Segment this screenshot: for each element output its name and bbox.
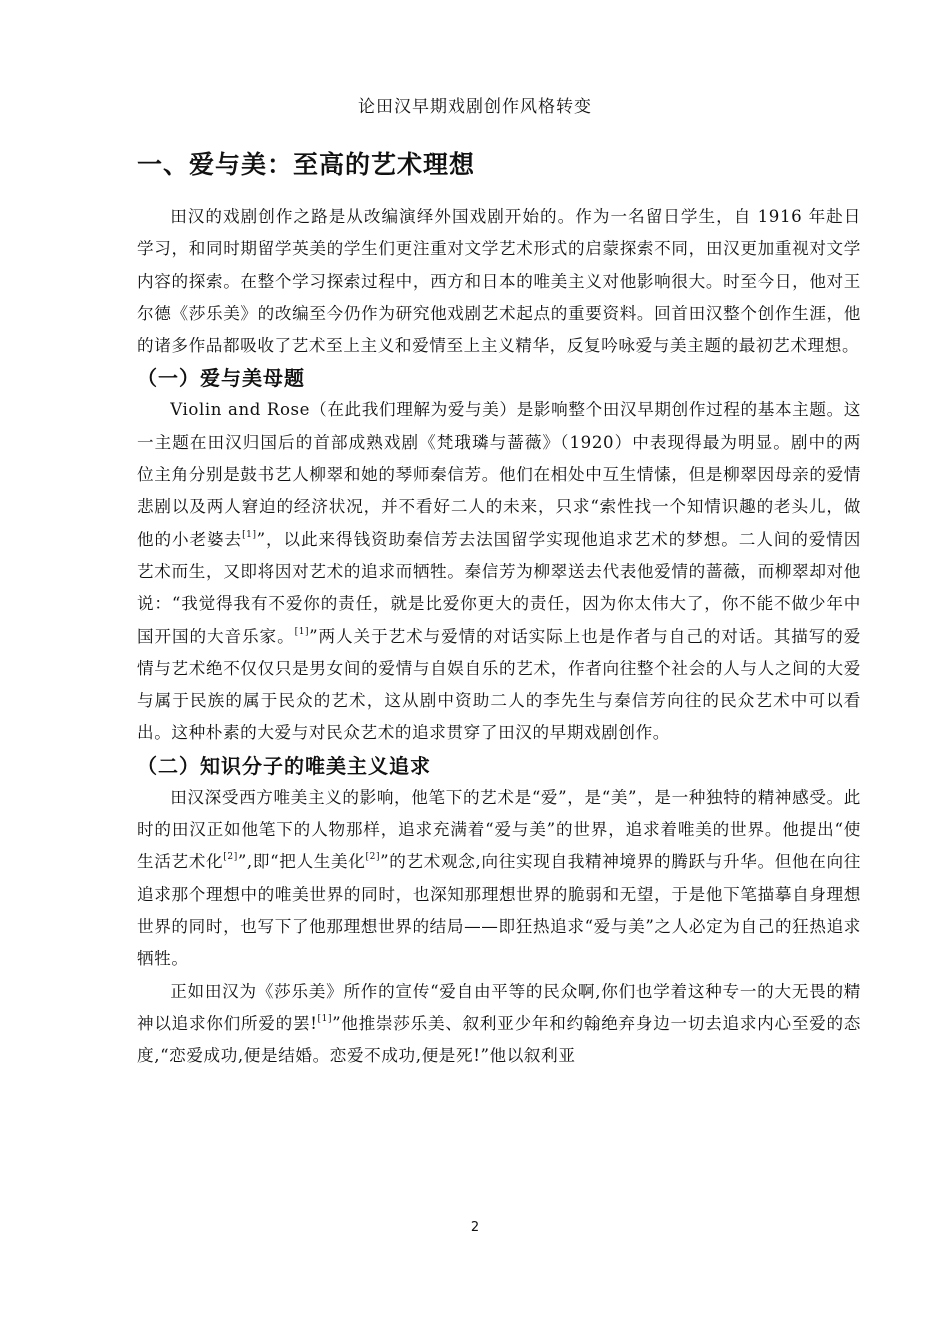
paragraph-text: ”,即“把人生美化 bbox=[237, 852, 366, 872]
citation-marker: [2] bbox=[223, 852, 238, 863]
citation-marker: [2] bbox=[365, 852, 381, 863]
paragraph-text: 正如田汉为《莎乐美》所作的宣传“爱自由平等的民众啊,你们也学着这种专一的大无畏的精神以追求你们所爱的罢! bbox=[137, 981, 861, 1033]
paragraph-text: 田汉深受西方唯美主义的影响，他笔下的艺术是“爱”，是“美”，是一种独特的精神感受。此时的田汉正如他笔下的人物那样，追求充满着“爱与美”的世界，追求着唯美的世界。他提出“使生活艺术化 bbox=[137, 787, 861, 872]
paragraph-intro: 田汉的戏剧创作之路是从改编演绎外国戏剧开始的。作为一名留日学生，自 1916 年赴日学习，和同时期留学英美的学生们更注重对文学艺术形式的启蒙探索不同，田汉更加重视对文学内容的探索。在整个学习探索过程中，西方和日本的唯美主义对他影响很大。时至今日，他对王尔德《莎乐美》的改编至今仍作为研究他戏剧艺术起点的重要资料。回首田汉整个创作生涯，他的诸多作品都吸收了艺术至上主义和爱情至上主义精华，反复吟咏爱与美主题的最初艺术理想。 bbox=[137, 207, 861, 356]
citation-marker: [1] bbox=[317, 1013, 333, 1024]
citation-marker: [1] bbox=[242, 529, 257, 540]
paragraph-salome bbox=[137, 976, 861, 1073]
paragraph-text: ”两人关于艺术与爱情的对话实际上也是作者与自己的对话。其描写的爱情与艺术绝不仅仅只是男女间的爱情与自娱自乐的艺术，作者向往整个社会的人与人之间的大爱与属于民族的属于民众的艺术，这从剧中资助二人的李先生与秦信芳向往的民众艺术中可以看出。这种朴素的大爱与对民众艺术的追求贯穿了田汉的早期戏剧创作。 bbox=[137, 626, 861, 743]
paragraph-text: ”的艺术观念,向往实现自我精神境界的腾跃与升华。但他在向往追求那个理想中的唯美世界的同时，也深知那理想世界的脆弱和无望，于是他下笔描摹自身理想世界的同时，也写下了他那理想世界的结局——即狂热追求“爱与美”之人必定为自己的狂热追求牺牲。 bbox=[137, 852, 862, 969]
body-text-area bbox=[137, 145, 861, 1072]
paragraph-aestheticism bbox=[137, 782, 861, 976]
paragraph-text: Violin and Rose（在此我们理解为爱与美）是影响整个田汉早期创作过程的基本主题。这一主题在田汉归国后的首部成熟戏剧《梵珴璘与蔷薇》（1920）中表现得最为明显。剧中的两位主角分别是鼓书艺人柳翠和她的琴师秦信芳。他们在相处中互生情愫，但是柳翠因母亲的爱情悲剧以及两人窘迫的经济状况，并不看好二人的未来，只求“索性找一个知情识趣的老头儿，做他的小老婆去 bbox=[137, 400, 861, 549]
subsection-heading-2: （二）知识分子的唯美主义追求 bbox=[137, 753, 431, 778]
section-heading: 一、爱与美：至高的艺术理想 bbox=[137, 150, 476, 179]
running-header-title: 论田汉早期戏剧创作风格转变 bbox=[358, 97, 592, 117]
paragraph-text: ”他推崇莎乐美、叙利亚少年和约翰绝弃身边一切去追求内心至爱的态度,“恋爱成功,便是结婚。恋爱不成功,便是死!”他以叙利亚 bbox=[137, 1013, 861, 1066]
paragraph-text: ”，以此来得钱资助秦信芳去法国留学实现他追求艺术的梦想。二人间的爱情因艺术而生，又即将因对艺术的追求而牺牲。秦信芳为柳翠送去代表他爱情的蔷薇，而柳翠却对他说：“我觉得我有不爱你的责任，就是比爱你更大的责任，因为你太伟大了，你不能不做少年中国开国的大音乐家。 bbox=[137, 529, 861, 646]
subsection-heading-1: （一）爱与美母题 bbox=[137, 366, 305, 391]
citation-marker: [1] bbox=[294, 626, 310, 637]
page-number: 2 bbox=[470, 1220, 480, 1235]
paragraph-violin-rose bbox=[137, 394, 861, 749]
